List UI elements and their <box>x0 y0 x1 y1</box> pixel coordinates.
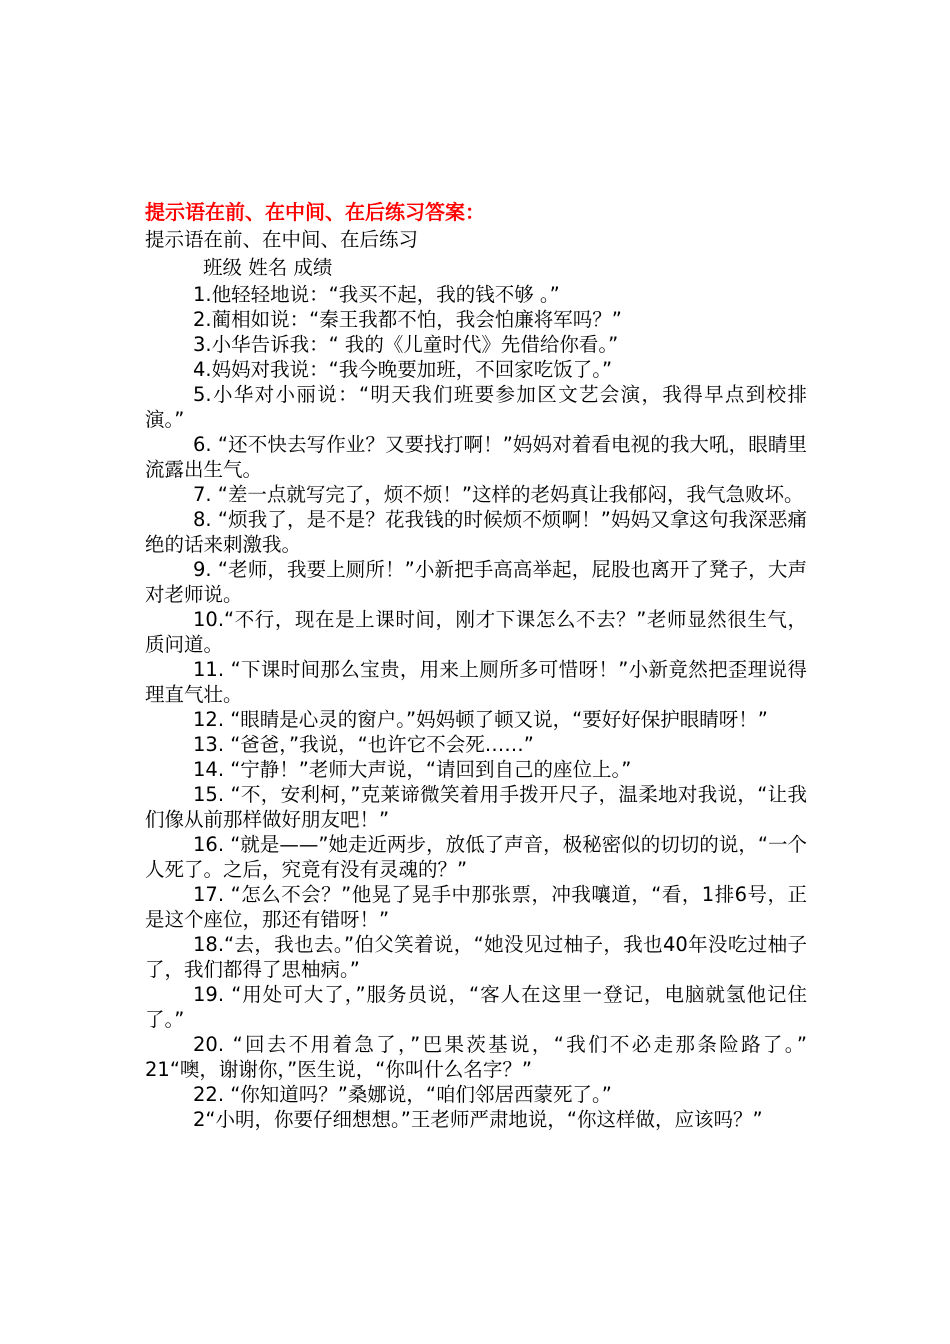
answer-item: 14. “宁静！”老师大声说，“请回到自己的座位上。” <box>193 758 632 781</box>
document-page <box>145 198 807 1132</box>
answer-item: 11. “下课时间那么宝贵，用来上厕所多可惜呀！”小新竟然把歪理说得理直气壮。 <box>145 658 807 706</box>
answer-item: 19. “用处可大了，”服务员说，“客人在这里一登记，电脑就氢他记住了。” <box>145 983 807 1031</box>
answer-item: 10.“不行，现在是上课时间，刚才下课怎么不去？”老师显然很生气，质问道。 <box>145 608 807 656</box>
answer-item: 3.小华告诉我：“ 我的《儿童时代》先借给你看。” <box>193 333 619 356</box>
class-name-score-line: 班级 姓名 成绩 <box>203 256 333 279</box>
answer-item: 9. “老师，我要上厕所！”小新把手高高举起，屁股也离开了凳子，大声对老师说。 <box>145 558 807 606</box>
answer-item: 4.妈妈对我说：“我今晚要加班，不回家吃饭了。” <box>193 358 613 381</box>
answer-item: 16. “就是——”她走近两步，放低了声音，极秘密似的切切的说，“一个人死了。之后，究竟有没有灵魂的？” <box>145 833 807 881</box>
answer-item: 8. “烦我了，是不是？花我钱的时候烦不烦啊！”妈妈又拿这句我深恶痛绝的话来刺激我。 <box>145 508 807 556</box>
answer-item: 18.“去，我也去。”伯父笑着说，“她没见过柚子，我也40年没吃过柚子了，我们都得了思柚病。” <box>145 933 807 981</box>
answer-item: 12. “眼睛是心灵的窗户。”妈妈顿了顿又说，“要好好保护眼睛呀！” <box>193 708 768 731</box>
answer-item: 17. “怎么不会？”他晃了晃手中那张票，冲我嚷道，“看，1排6号，正是这个座位，那还有错呀！” <box>145 883 807 931</box>
answer-item: 6. “还不快去写作业？又要找打啊！”妈妈对着看电视的我大吼，眼睛里流露出生气。 <box>145 433 807 481</box>
answer-item: 2.蔺相如说：“秦王我都不怕，我会怕廉将军吗？” <box>193 308 622 331</box>
answer-item: 22. “你知道吗？”桑娜说，“咱们邻居西蒙死了。” <box>193 1083 612 1106</box>
answer-list <box>145 282 807 1132</box>
answer-item: 13. “爸爸，”我说，“也许它不会死……” <box>193 733 534 756</box>
answer-item: 7. “差一点就写完了，烦不烦！”这样的老妈真让我郁闷，我气急败坏。 <box>193 483 804 506</box>
answer-item: 2“小明，你要仔细想想。”王老师严肃地说，“你这样做，应该吗？” <box>193 1108 763 1131</box>
answer-heading: 提示语在前、在中间、在后练习答案： <box>145 200 485 224</box>
answer-item: 1.他轻轻地说：“我买不起，我的钱不够 。” <box>193 283 560 306</box>
answer-item: 20. “回去不用着急了，”巴果茨基说，“我们不必走那条险路了。” 21“噢，谢谢你，”医生说，“你叫什么名字？” <box>145 1033 807 1081</box>
exercise-title: 提示语在前、在中间、在后练习 <box>145 228 419 251</box>
answer-item: 15. “不，安利柯，”克莱谛微笑着用手拨开尺子，温柔地对我说，“让我们像从前那样做好朋友吧！” <box>145 783 807 831</box>
answer-item: 5.小华对小丽说：“明天我们班要参加区文艺会演，我得早点到校排演。” <box>145 383 807 431</box>
